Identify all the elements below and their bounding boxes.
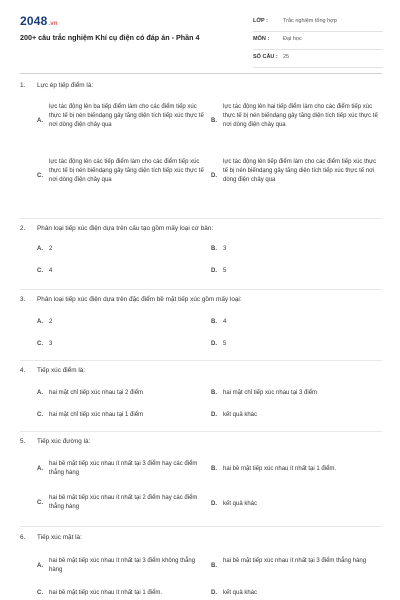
- option-text: hai bề mặt tiếp xúc nhau ít nhất tại 3 điểm hay các điểm thẳng hàng: [49, 461, 198, 477]
- option-letter: D.: [211, 501, 217, 507]
- option-text: 3: [49, 341, 53, 347]
- option-letter: C.: [37, 268, 43, 274]
- option-letter: D.: [211, 268, 217, 274]
- logo-suffix: .vn: [48, 21, 58, 27]
- meta-row-class: [253, 14, 383, 32]
- option-letter: B.: [211, 390, 217, 396]
- question-1: [20, 82, 382, 96]
- option-text: kết quả khác: [223, 501, 258, 507]
- site-logo[interactable]: [20, 14, 58, 28]
- option-text: 5: [223, 341, 227, 347]
- question-text: 4. Tiếp xúc điểm là:: [20, 367, 86, 374]
- option-letter: B.: [211, 246, 217, 252]
- option-text: lực tác động lên ba tiếp điểm làm cho các điểm tiếp xúc thực tế bị nén biếndạng gây tăng diện tích tiếp xúc thực tế nơi dòng điện chảy qua: [49, 104, 204, 129]
- option-text: 3: [223, 246, 227, 252]
- option-text: lực tác động lên tiếp điểm làm cho các điểm tiếp xúc thực tế bị nén biếndạng gây tăng diện tích tiếp xúc thực tế nơi dòng điện chảy qua: [223, 159, 377, 184]
- option-text: hai mặt chỉ tiếp xúc nhau tại 3 điểm: [223, 390, 318, 396]
- question-3: [20, 296, 382, 310]
- question-divider: [20, 218, 382, 219]
- question-4: [20, 367, 382, 381]
- question-divider: [20, 526, 382, 527]
- option-text: kết quả khác: [223, 590, 258, 596]
- option-letter: D.: [211, 173, 217, 179]
- question-2: [20, 225, 382, 239]
- option-text: kết quả khác: [223, 412, 258, 418]
- option-text: 4: [223, 319, 227, 325]
- header-divider: [20, 73, 382, 74]
- option-text: lực tác động lên hai tiếp điểm làm cho các điểm tiếp xúc thực tế bị nén biếndạng gây tăng diện tích tiếp xúc thực tế nơi dòng điện chảy qua: [223, 104, 378, 129]
- option-text: 2: [49, 246, 53, 252]
- option-letter: C.: [37, 500, 43, 506]
- option-text: hai bề mặt tiếp xúc nhau ít nhất tại 1 điểm.: [49, 590, 163, 596]
- meta-row-count: [253, 50, 383, 68]
- option-text: lực tác động lên các tiếp điểm làm cho các điểm tiếp xúc thực tế bị nén biếndạng gây tăng diện tích tiếp xúc thực tế nơi dòng điện chảy qua: [49, 159, 204, 184]
- question-text: 2. Phân loại tiếp xúc điện dựa trên cấu tạo gồm mấy loại cơ bản:: [20, 225, 214, 232]
- option-letter: C.: [37, 341, 43, 347]
- option-letter: D.: [211, 590, 217, 596]
- meta-value: Trắc nghiệm tổng hợp: [283, 18, 337, 24]
- option-letter: B.: [211, 118, 217, 124]
- option-letter: A.: [37, 563, 43, 569]
- option-letter: A.: [37, 390, 43, 396]
- option-text: hai mặt chỉ tiếp xúc nhau tại 1 điểm: [49, 412, 144, 418]
- option-letter: A.: [37, 319, 43, 325]
- question-text: 3. Phân loại tiếp xúc điện dựa trên đặc điểm bề mặt tiếp xúc gồm mấy loại:: [20, 296, 242, 303]
- option-letter: B.: [211, 563, 217, 569]
- meta-row-subject: [253, 32, 383, 50]
- option-letter: A.: [37, 118, 43, 124]
- question-divider: [20, 360, 382, 361]
- option-text: hai bề mặt tiếp xúc nhau ít nhất tại 3 điểm thẳng hàng: [223, 558, 367, 564]
- option-letter: A.: [37, 466, 43, 472]
- question-5: [20, 438, 382, 452]
- option-letter: C.: [37, 590, 43, 596]
- question-divider: [20, 289, 382, 290]
- question-text: 6. Tiếp xúc mặt là:: [20, 534, 82, 541]
- meta-key: MÔN :: [253, 36, 270, 42]
- question-divider: [20, 431, 382, 432]
- option-text: hai bề mặt tiếp xúc nhau ít nhất tại 3 điểm không thẳng hàng: [49, 558, 196, 574]
- option-letter: D.: [211, 412, 217, 418]
- meta-key: LỚP :: [253, 18, 268, 24]
- option-text: hai bề mặt tiếp xúc nhau ít nhất tại 2 điểm hay các điểm thẳng hàng: [49, 495, 198, 511]
- meta-value: 25: [283, 54, 290, 60]
- option-letter: D.: [211, 341, 217, 347]
- meta-value: Đại học: [283, 36, 302, 42]
- option-text: 4: [49, 268, 53, 274]
- option-text: hai bề mặt tiếp xúc nhau ít nhất tại 1 điểm.: [223, 466, 337, 472]
- question-text: 5. Tiếp xúc đường là:: [20, 438, 91, 445]
- option-text: 5: [223, 268, 227, 274]
- option-text: hai mặt chỉ tiếp xúc nhau tại 2 điểm: [49, 390, 144, 396]
- option-letter: C.: [37, 412, 43, 418]
- option-letter: C.: [37, 173, 43, 179]
- document-title: 200+ câu trắc nghiệm Khí cụ điện có đáp án - Phần 4: [20, 33, 200, 42]
- meta-info: [253, 14, 383, 68]
- question-6: [20, 534, 382, 548]
- option-letter: B.: [211, 466, 217, 472]
- logo-text: 2048: [20, 14, 48, 28]
- meta-key: SỐ CÂU :: [253, 54, 278, 60]
- question-text: 1. Lực ép tiếp điểm là:: [20, 82, 94, 89]
- option-letter: B.: [211, 319, 217, 325]
- option-letter: A.: [37, 246, 43, 252]
- document-header: [0, 0, 400, 74]
- option-text: 2: [49, 319, 53, 325]
